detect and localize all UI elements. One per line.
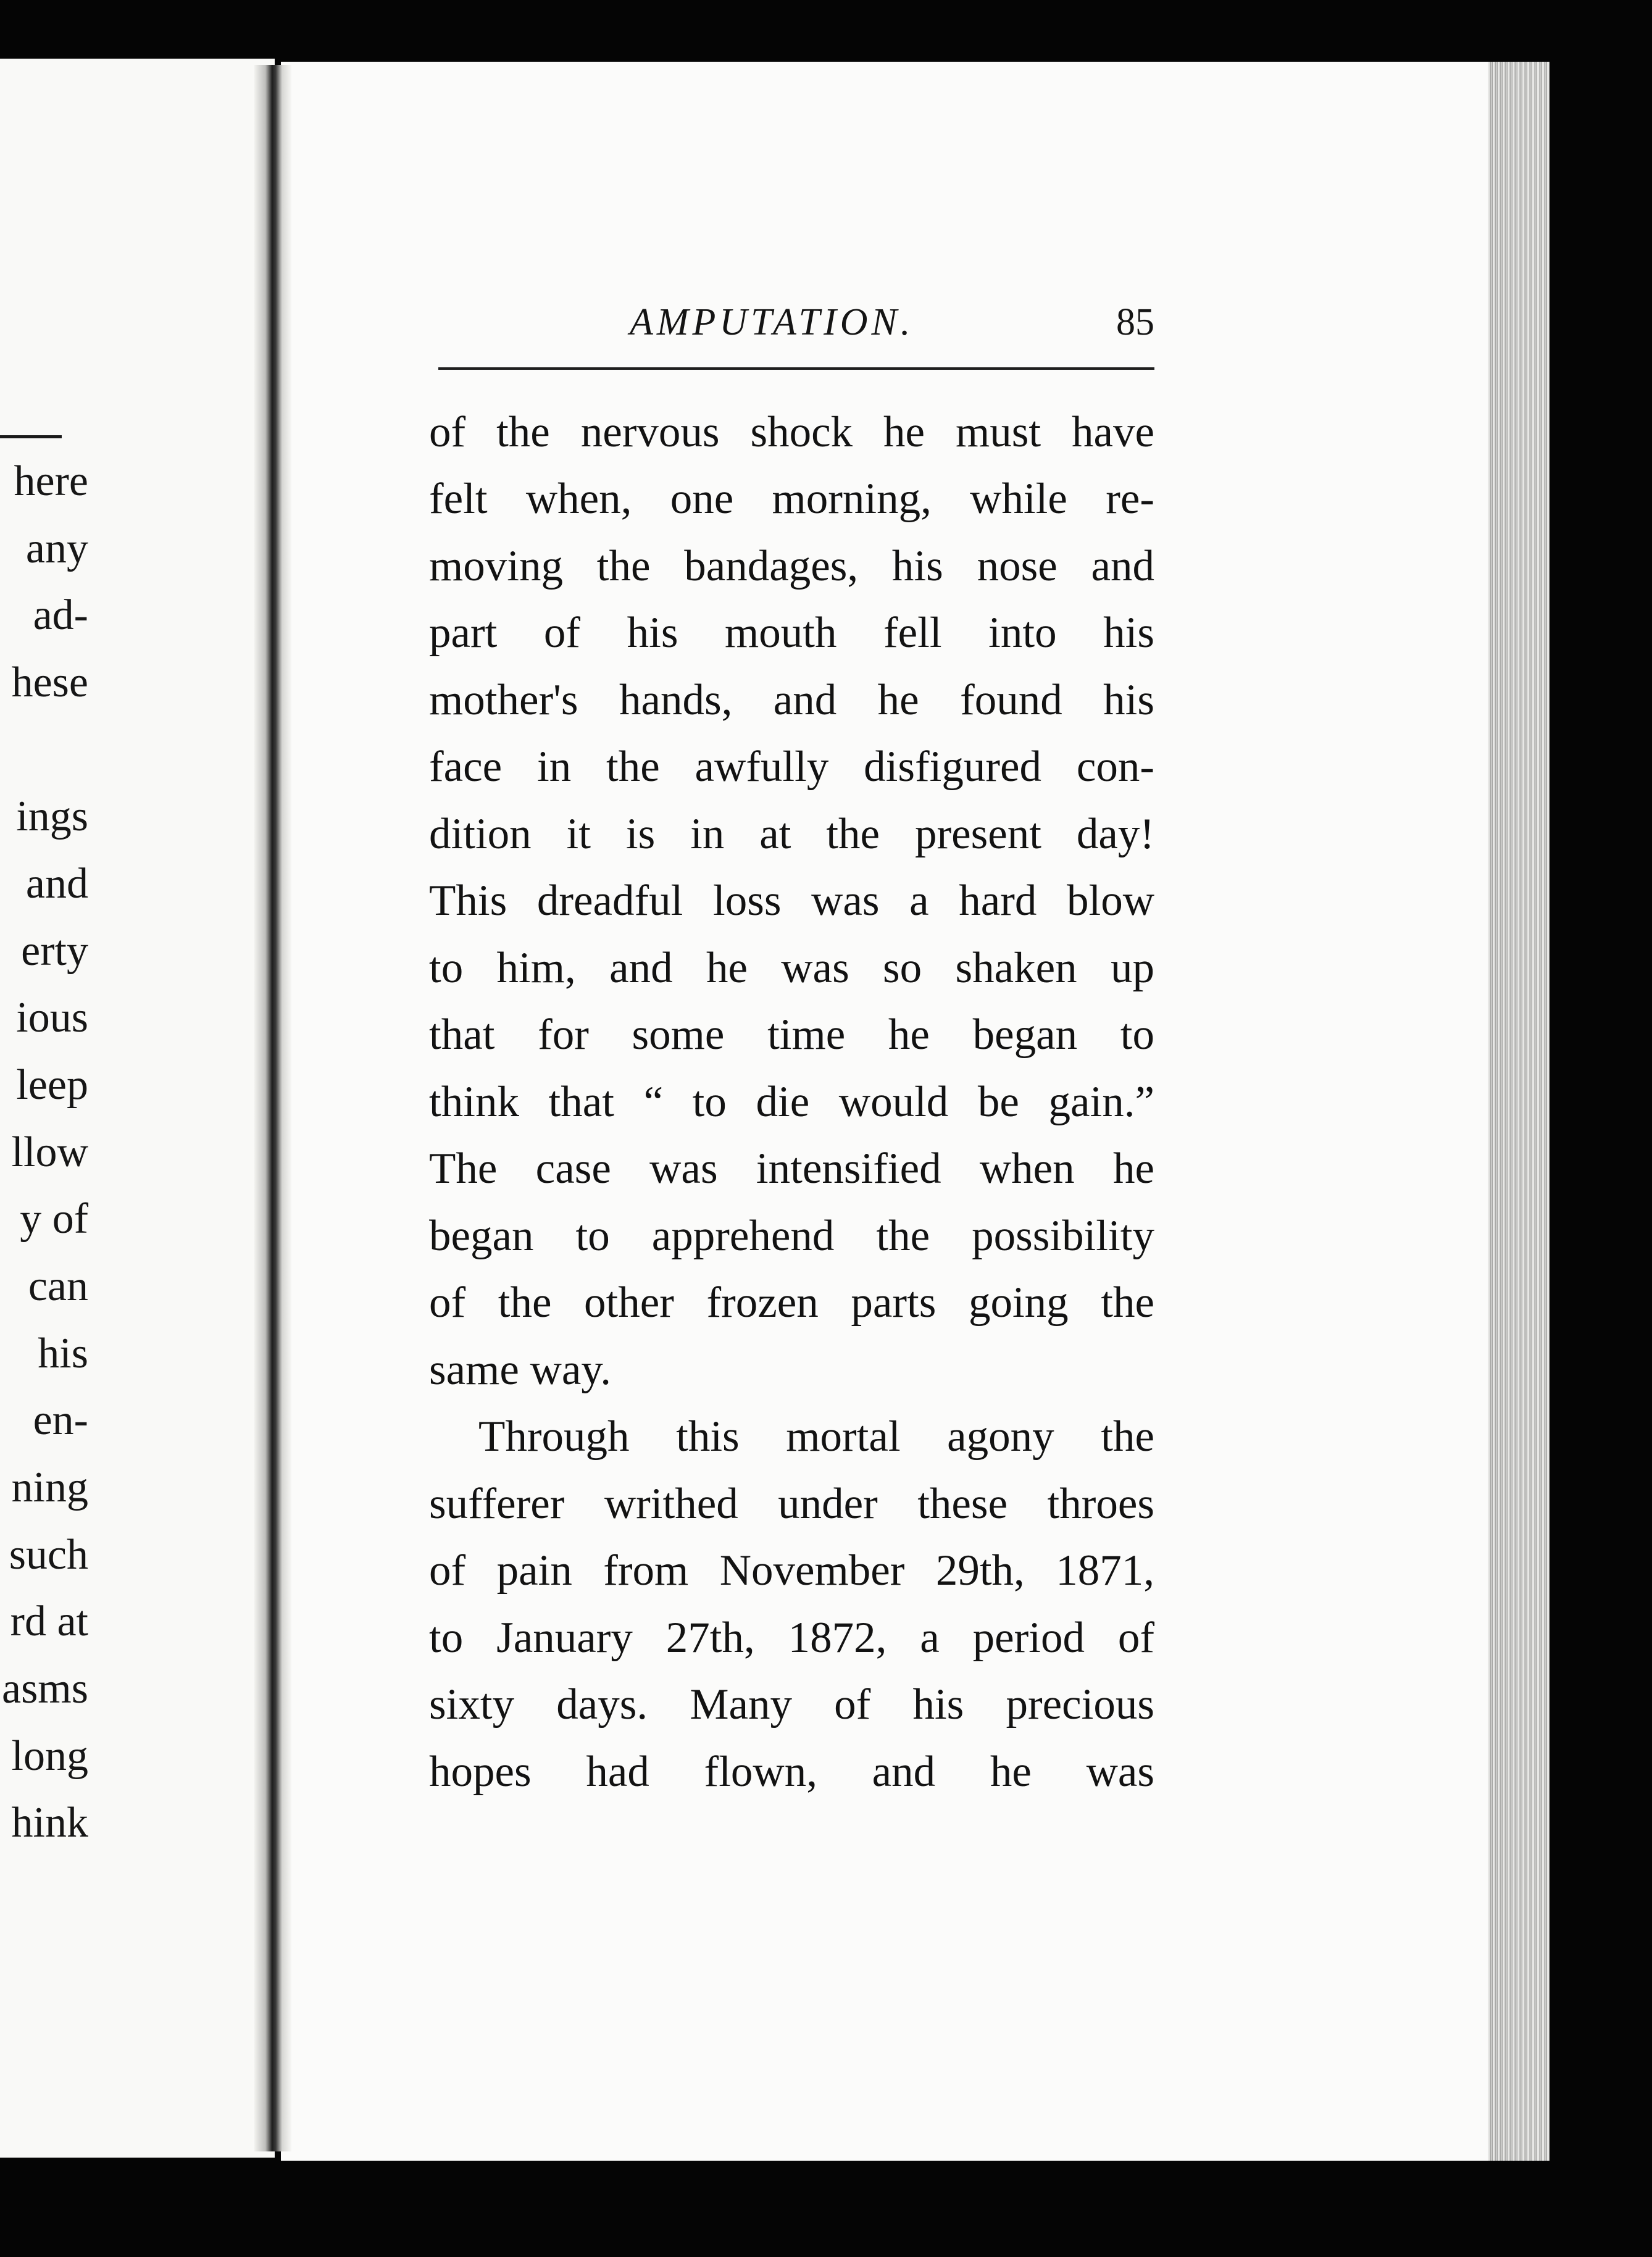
page-edge (1488, 62, 1550, 2161)
left-line: rd at (10, 1598, 88, 1645)
text-line: sixty days. Many of his precious (429, 1680, 1154, 1729)
text-line: face in the awfully disfigured con- (429, 743, 1154, 791)
text-line: moving the bandages, his nose and (429, 542, 1154, 590)
text-line: of pain from November 29th, 1871, (429, 1546, 1154, 1595)
left-line: ings (16, 793, 88, 840)
left-line: llow (11, 1128, 88, 1176)
text-line: began to apprehend the possibility (429, 1212, 1154, 1260)
left-line: hese (11, 659, 88, 706)
left-line: hink (11, 1799, 88, 1846)
text-line: dition it is in at the present day! (429, 810, 1154, 858)
left-line: such (9, 1531, 88, 1579)
text-line: This dreadful loss was a hard blow (429, 877, 1154, 925)
book-gutter (254, 65, 291, 2151)
left-line: ad- (33, 591, 88, 639)
text-line: of the other frozen parts going the (429, 1279, 1154, 1327)
left-line: erty (21, 927, 88, 975)
text-line: that for some time he began to (429, 1011, 1154, 1059)
left-line: here (14, 457, 88, 505)
left-page (0, 59, 275, 2158)
text-line: part of his mouth fell into his (429, 609, 1154, 657)
text-line: to January 27th, 1872, a period of (429, 1614, 1154, 1662)
text-line: think that “ to die would be gain.” (429, 1078, 1154, 1126)
left-line: leep (16, 1061, 88, 1109)
left-line: en- (33, 1396, 88, 1444)
running-head (432, 301, 1154, 356)
header-rule (438, 367, 1154, 370)
page-number: 85 (1116, 301, 1154, 343)
text-line: mother's hands, and he found his (429, 676, 1154, 724)
text-line: The case was intensified when he (429, 1145, 1154, 1193)
left-line: his (38, 1330, 88, 1377)
text-line: felt when, one morning, while re- (429, 475, 1154, 523)
text-line: sufferer writhed under these throes (429, 1480, 1154, 1528)
left-line: ning (11, 1464, 88, 1511)
left-line: any (25, 525, 88, 572)
left-line: y of (20, 1195, 88, 1243)
left-line: long (11, 1732, 88, 1780)
left-line: ious (16, 994, 88, 1041)
left-line: asms (2, 1665, 88, 1713)
chapter-title: AMPUTATION. (630, 301, 914, 343)
text-line: to him, and he was so shaken up (429, 944, 1154, 992)
text-line: of the nervous shock he must have (429, 408, 1154, 456)
text-line: hopes had flown, and he was (429, 1748, 1154, 1796)
left-page-rule (0, 435, 62, 438)
left-line: and (25, 860, 88, 907)
left-line: can (28, 1262, 88, 1310)
text-line: same way. (429, 1346, 612, 1394)
text-line: Through this mortal agony the (478, 1412, 1154, 1461)
